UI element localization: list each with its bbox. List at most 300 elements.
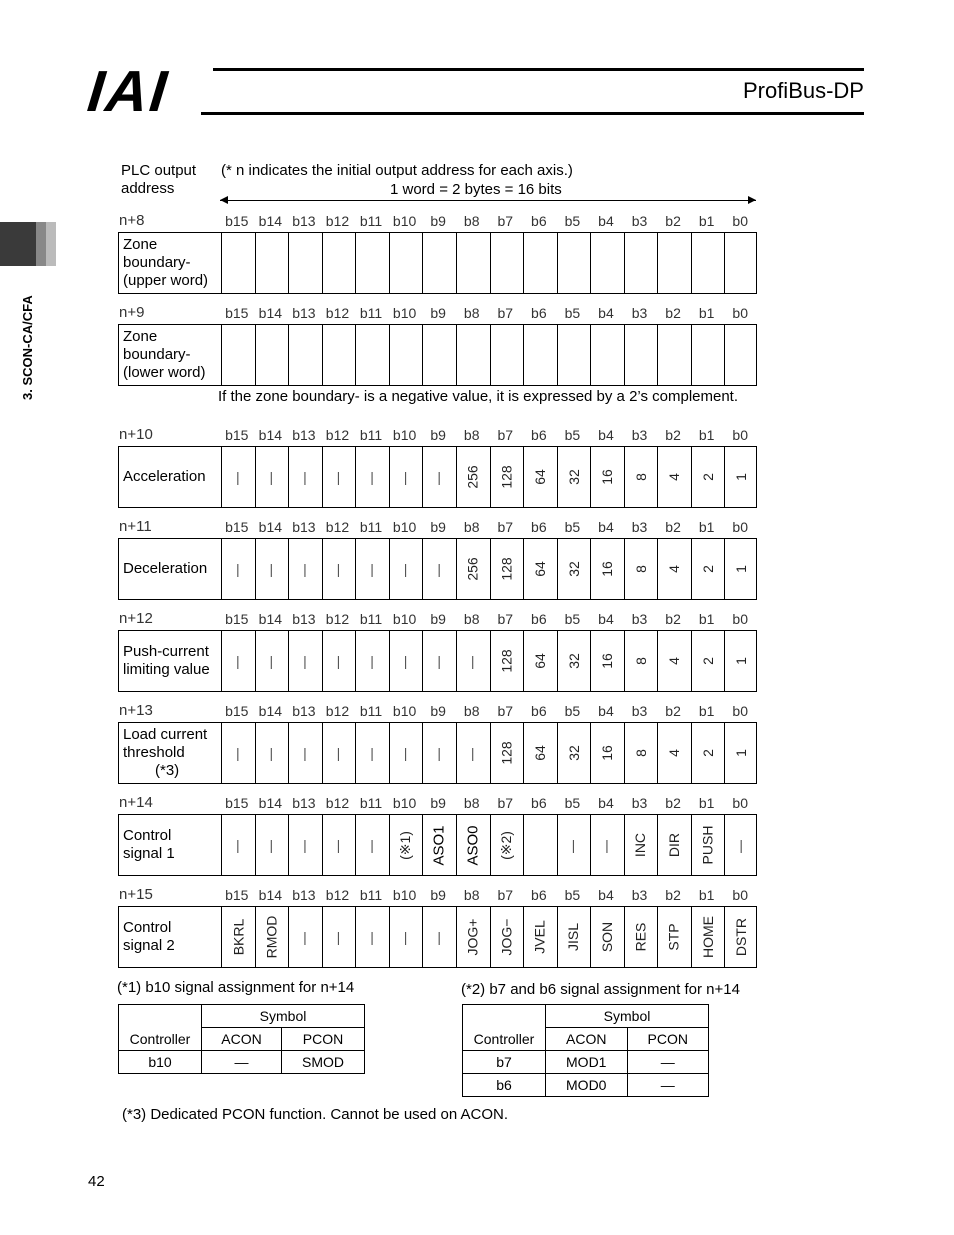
bit-cell [389, 233, 423, 293]
table-row [119, 1051, 365, 1074]
bit-header: b15 [225, 305, 249, 321]
bit-value: 8 [632, 749, 649, 757]
table2-pcon-header: PCON [627, 1028, 709, 1051]
bit-cell [456, 447, 490, 507]
bit-cell [288, 907, 322, 967]
bit-cell [456, 723, 490, 783]
bit-cell [724, 631, 758, 691]
register-description [123, 919, 175, 955]
bit-cell [657, 631, 691, 691]
table1-pcon-header: PCON [282, 1028, 365, 1051]
register-address: n+12 [119, 610, 153, 627]
bit-cell [456, 815, 490, 875]
bit-header: b15 [225, 519, 249, 535]
bit-header: b8 [463, 795, 480, 811]
bit-cell [624, 907, 658, 967]
bit-cell [322, 723, 356, 783]
bit-cell [288, 233, 322, 293]
register-description [123, 236, 208, 290]
bit-header: b12 [325, 305, 350, 321]
bit-value: 4 [666, 657, 683, 665]
bit-cell [490, 631, 524, 691]
bit-cell [657, 233, 691, 293]
bit-cell [624, 631, 658, 691]
bit-cell [523, 447, 557, 507]
chapter-label: 3. SCON-CA/CFA [20, 295, 35, 400]
table2-symbol-header: Symbol [546, 1005, 709, 1028]
bit-value: 8 [632, 565, 649, 573]
bit-cell [657, 447, 691, 507]
unused-bit-mark: | [336, 561, 341, 577]
bit-cell [490, 233, 524, 293]
bit-header: b10 [392, 795, 417, 811]
bit-value: 128 [498, 557, 515, 581]
bit-value: 1 [733, 749, 750, 757]
bit-header: b7 [497, 213, 514, 229]
bit-header: b0 [732, 519, 748, 535]
bit-header: b0 [732, 427, 748, 443]
bit-cell [322, 539, 356, 599]
bit-header: b5 [564, 305, 581, 321]
register-address: n+14 [119, 794, 153, 811]
bit-cell [355, 539, 389, 599]
bit-cell [389, 539, 423, 599]
bit-cell [322, 447, 356, 507]
bit-value: 16 [598, 561, 615, 577]
bit-value: 64 [531, 561, 548, 577]
bit-cell [422, 447, 456, 507]
bit-value: BKRL [229, 918, 246, 956]
arrow-right-icon [748, 196, 756, 204]
bit-cell [624, 233, 658, 293]
bit-cell [288, 723, 322, 783]
bit-value: 4 [666, 473, 683, 481]
table1-bit: b10 [119, 1051, 202, 1074]
bit-cell [490, 815, 524, 875]
unused-bit-mark: | [370, 469, 374, 485]
header-title: ProfiBus-DP [742, 78, 864, 103]
bit-value: 32 [565, 653, 582, 669]
register-row [118, 446, 757, 508]
bit-header: b5 [564, 427, 581, 443]
bit-cell [221, 447, 255, 507]
table2-caption: (*2) b7 and b6 signal assignment for n+14 [461, 981, 740, 998]
bit-header: b3 [631, 703, 648, 719]
bit-cell [691, 723, 725, 783]
bit-header: b14 [258, 611, 283, 627]
plc-output-label: PLC output [121, 162, 197, 179]
bit-header: b7 [497, 611, 514, 627]
bit-header: b15 [225, 703, 249, 719]
bit-cell [422, 723, 456, 783]
bit-cell [389, 907, 423, 967]
bit-cell [322, 631, 356, 691]
unused-bit-mark: | [235, 469, 240, 485]
header-rule-top [213, 68, 864, 71]
table2-acon-header: ACON [546, 1028, 628, 1051]
bit-header: b10 [392, 703, 417, 719]
description-line: signal 1 [123, 845, 175, 862]
description-line: Control [123, 919, 172, 936]
bit-cell [422, 325, 456, 385]
unused-bit-mark: | [370, 653, 374, 669]
bit-cell [523, 815, 557, 875]
bit-value: INC [632, 832, 649, 858]
bit-header: b12 [325, 887, 350, 903]
bit-header: b1 [698, 305, 715, 321]
unused-bit-mark: | [303, 653, 307, 669]
bit-cell [456, 233, 490, 293]
bit-header: b15 [225, 887, 249, 903]
unused-bit-mark: | [403, 745, 408, 761]
unused-bit-mark: | [235, 561, 240, 577]
description-line: Load current [123, 726, 208, 743]
description-line: boundary- [123, 346, 191, 363]
bit-header: b3 [631, 427, 648, 443]
unused-bit-mark: | [370, 745, 374, 761]
bit-cell [724, 233, 758, 293]
bit-value: (※1) [397, 830, 414, 860]
bit-header: b14 [258, 519, 283, 535]
bit-header: b7 [497, 305, 514, 321]
bit-cell [221, 325, 255, 385]
bit-cell [590, 233, 624, 293]
bit-header: b12 [325, 213, 350, 229]
bit-cell [557, 539, 591, 599]
table1-acon-value: — [202, 1051, 282, 1074]
unused-bit-mark: | [269, 837, 274, 853]
bit-cell [523, 907, 557, 967]
bit-header: b8 [463, 611, 480, 627]
register-row [118, 906, 757, 968]
bit-header: b7 [497, 519, 514, 535]
bit-cell [389, 631, 423, 691]
unused-bit-mark: | [269, 469, 274, 485]
bit-value: 2 [699, 473, 716, 481]
unused-bit-mark: | [370, 561, 374, 577]
bit-header: b14 [258, 887, 283, 903]
bit-cell [657, 907, 691, 967]
bit-header: b11 [359, 703, 383, 719]
table2-pcon-value: — [627, 1074, 709, 1097]
register-description [123, 643, 210, 679]
unused-bit-mark: | [235, 653, 240, 669]
bit-header: b7 [497, 427, 514, 443]
bit-cell [691, 233, 725, 293]
bit-value: 32 [565, 561, 582, 577]
bit-value: ASO1 [430, 824, 448, 866]
bit-cell [255, 539, 289, 599]
bit-header: b1 [698, 887, 715, 903]
bit-cell [355, 815, 389, 875]
bit-header: b11 [359, 611, 383, 627]
description-line: Control [123, 827, 172, 844]
bit-cell [557, 631, 591, 691]
bit-header: b8 [463, 427, 480, 443]
unused-bit-mark: | [403, 929, 408, 945]
bit-cell [389, 815, 423, 875]
b7-b6-assignment-table [462, 1004, 709, 1097]
bit-header: b12 [325, 611, 350, 627]
register-description [123, 560, 207, 578]
bit-value: JOG+ [464, 918, 481, 956]
table2-corner [463, 1005, 546, 1028]
bit-value: 256 [464, 557, 481, 581]
bit-value: HOME [699, 916, 716, 958]
bit-header: b0 [732, 703, 748, 719]
bit-cell [221, 907, 255, 967]
bit-cell [523, 539, 557, 599]
bit-cell [657, 815, 691, 875]
bit-header: b10 [392, 305, 417, 321]
table1-corner [119, 1005, 202, 1028]
unused-bit-mark: | [437, 561, 441, 577]
bit-cell [288, 815, 322, 875]
bit-cell [691, 539, 725, 599]
bit-cell [322, 233, 356, 293]
bit-header: b10 [392, 427, 417, 443]
bit-value: DIR [666, 832, 683, 858]
bit-cell [221, 815, 255, 875]
bit-cell [624, 539, 658, 599]
bit-cell [355, 723, 389, 783]
bit-cell [691, 815, 725, 875]
table1-caption: (*1) b10 signal assignment for n+14 [117, 979, 355, 996]
bit-value: 64 [531, 745, 548, 761]
description-line: (upper word) [123, 272, 209, 289]
bit-header: b2 [665, 703, 681, 719]
bit-value: ASO0 [464, 824, 482, 866]
bit-cell [590, 539, 624, 599]
bit-cell [691, 325, 725, 385]
bit-cell [322, 325, 356, 385]
description-line: Zone [123, 328, 158, 345]
bit-header: b0 [732, 611, 748, 627]
table2-controller-header: Controller [463, 1028, 546, 1051]
bit-header: b4 [598, 887, 614, 903]
unused-bit-mark: | [303, 561, 307, 577]
bit-header: b8 [463, 887, 480, 903]
bit-cell [557, 907, 591, 967]
unused-bit-mark: | [303, 745, 307, 761]
register-description [123, 827, 175, 863]
bit-cell [691, 907, 725, 967]
description-line: (lower word) [123, 364, 206, 381]
bit-value: 2 [699, 657, 716, 665]
bit-header: b3 [631, 611, 648, 627]
register-row [118, 814, 757, 876]
bit-cell [523, 325, 557, 385]
bit-header: b4 [598, 427, 614, 443]
bit-header: b13 [292, 795, 316, 811]
register-row [118, 324, 757, 386]
bit-cell [389, 325, 423, 385]
bit-cell [590, 325, 624, 385]
bit-value: SON [598, 921, 615, 953]
bit-value: JISL [565, 922, 582, 952]
bit-cell [288, 325, 322, 385]
bit-cell [322, 907, 356, 967]
unused-bit-mark: | [437, 653, 441, 669]
bit-cell [657, 539, 691, 599]
bit-header: b4 [598, 213, 614, 229]
bit-header: b2 [665, 795, 681, 811]
bit-header: b8 [463, 519, 480, 535]
bit-cell [590, 907, 624, 967]
bit-cell [255, 233, 289, 293]
bit-cell [221, 539, 255, 599]
bit-header: b12 [325, 703, 350, 719]
bit-cell [255, 631, 289, 691]
unused-bit-mark: | [605, 837, 609, 853]
bit-header: b9 [430, 887, 446, 903]
bit-header: b13 [292, 213, 316, 229]
iai-logo: IAI [84, 59, 172, 124]
description-line: limiting value [123, 661, 210, 678]
bit-header: b6 [531, 213, 547, 229]
bit-header: b4 [598, 611, 614, 627]
bit-header: b6 [531, 703, 547, 719]
bit-header: b7 [497, 887, 514, 903]
bit-value: PUSH [699, 825, 716, 865]
bit-header: b0 [732, 305, 748, 321]
bit-cell [724, 325, 758, 385]
bit-header: b8 [463, 703, 480, 719]
bit-value: 2 [699, 749, 716, 757]
unused-bit-mark: | [437, 745, 441, 761]
bit-header: b15 [225, 795, 249, 811]
bit-header: b5 [564, 611, 581, 627]
bit-cell [490, 325, 524, 385]
bit-cell [255, 815, 289, 875]
bit-cell [422, 233, 456, 293]
table-row [463, 1074, 709, 1097]
word-size-note: 1 word = 2 bytes = 16 bits [390, 181, 562, 198]
description-line: Zone [123, 236, 158, 253]
bit-value: 128 [498, 649, 515, 673]
bit-header: b1 [698, 611, 715, 627]
footnote-3: (*3) Dedicated PCON function. Cannot be used on ACON. [122, 1106, 509, 1123]
description-line: (*3) [155, 762, 180, 779]
bit-header: b2 [665, 427, 681, 443]
bit-header: b10 [392, 213, 417, 229]
bit-header: b15 [225, 213, 249, 229]
table2-bit: b6 [463, 1074, 546, 1097]
bit-value: 256 [464, 465, 481, 489]
bit-cell [422, 907, 456, 967]
bit-header: b3 [631, 795, 648, 811]
unused-bit-mark: | [269, 745, 274, 761]
unused-bit-mark: | [336, 837, 341, 853]
unused-bit-mark: | [336, 653, 341, 669]
bit-header: b14 [258, 213, 283, 229]
bit-header: b15 [225, 427, 249, 443]
bit-header: b6 [531, 611, 547, 627]
bit-header: b2 [665, 887, 681, 903]
unused-bit-mark: | [303, 469, 307, 485]
bit-value: 2 [699, 565, 716, 573]
bit-cell [221, 233, 255, 293]
bit-cell [456, 325, 490, 385]
register-row [118, 630, 757, 692]
bit-header: b1 [698, 213, 715, 229]
bit-cell [624, 447, 658, 507]
bit-header: b5 [564, 795, 581, 811]
bit-header: b9 [430, 305, 446, 321]
bit-cell [255, 723, 289, 783]
bit-header: b13 [292, 887, 316, 903]
bit-header: b4 [598, 519, 614, 535]
bit-value: 16 [598, 745, 615, 761]
bit-cell [557, 325, 591, 385]
bit-value: JOG− [498, 918, 515, 956]
bit-value: 8 [632, 473, 649, 481]
bit-header: b4 [598, 305, 614, 321]
bit-header: b4 [598, 795, 614, 811]
bit-cell [389, 447, 423, 507]
bit-cell [590, 631, 624, 691]
register-address: n+8 [119, 212, 145, 229]
bit-cell [691, 631, 725, 691]
bit-header: b10 [392, 611, 417, 627]
bit-cell [355, 907, 389, 967]
unused-bit-mark: | [470, 745, 475, 761]
register-address: n+11 [119, 518, 152, 535]
bit-value: 1 [733, 657, 750, 665]
bit-header: b14 [258, 795, 283, 811]
bit-header: b13 [292, 611, 316, 627]
bit-header: b4 [598, 703, 614, 719]
bit-header: b9 [430, 611, 446, 627]
bit-value: 16 [598, 469, 615, 485]
zone-negative-note: If the zone boundary- is a negative value, it is expressed by a 2’s complement. [218, 388, 739, 405]
bit-header: b0 [732, 213, 748, 229]
bit-header: b13 [292, 519, 316, 535]
unused-bit-mark: | [235, 745, 240, 761]
chapter-tab-shade [36, 222, 46, 266]
unused-bit-mark: | [235, 837, 240, 853]
bit-header: b12 [325, 795, 350, 811]
description-line: Deceleration [123, 560, 208, 577]
bit-header: b8 [463, 305, 480, 321]
bit-cell [624, 815, 658, 875]
bit-header: b5 [564, 703, 581, 719]
bit-header: b15 [225, 611, 249, 627]
unused-bit-mark: | [303, 837, 307, 853]
bit-cell [657, 325, 691, 385]
bit-header: b8 [463, 213, 480, 229]
bit-cell [355, 447, 389, 507]
unused-bit-mark: | [269, 561, 274, 577]
bit-header: b9 [430, 213, 446, 229]
unused-bit-mark: | [336, 745, 341, 761]
unused-bit-mark: | [571, 837, 576, 853]
page-number: 42 [88, 1173, 105, 1190]
bit-header: b10 [392, 519, 417, 535]
bit-header: b3 [631, 305, 648, 321]
register-address: n+10 [119, 426, 153, 443]
bit-header: b14 [258, 703, 283, 719]
bit-header: b12 [325, 427, 350, 443]
unused-bit-mark: | [370, 837, 374, 853]
bit-header: b1 [698, 795, 715, 811]
unused-bit-mark: | [336, 469, 341, 485]
bit-cell [255, 907, 289, 967]
bit-cell [523, 631, 557, 691]
bit-cell [288, 539, 322, 599]
bit-cell [557, 723, 591, 783]
bit-header: b9 [430, 703, 446, 719]
